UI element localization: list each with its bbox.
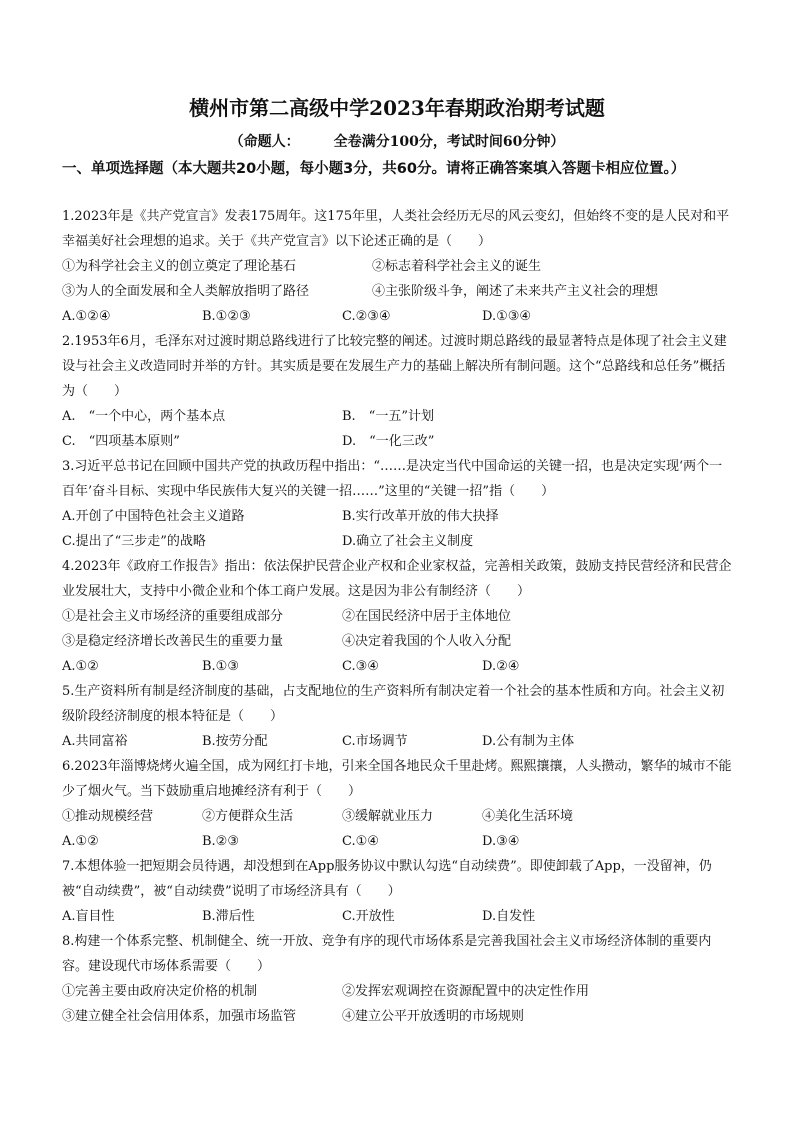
question-6-option-c: C.①④ xyxy=(342,834,379,849)
question-6-item: ③缓解就业压力 xyxy=(342,809,434,824)
question-3-option-a: A.开创了中国特色社会主义道路 xyxy=(62,509,245,524)
question-5-option-c: C.市场调节 xyxy=(342,734,408,749)
question-6-item: ②方便群众生活 xyxy=(202,809,294,824)
question-4-stem: 4.2023年《政府工作报告》指出：依法保护民营企业产权和企业家权益，完善相关政策，鼓励支持民营经济和民营企业发展壮大，支持中小微企业和个体工商户发展。这是因为非公有制经济（ ） xyxy=(62,559,732,599)
question-7-option-b: B.滞后性 xyxy=(202,909,255,924)
question-3-option-c: C.提出了“三步走”的战略 xyxy=(62,534,206,549)
subtitle-score-time: 全卷满分100分，考试时间60分钟） xyxy=(333,134,565,150)
question-2-option-b: B. “一五”计划 xyxy=(342,409,434,424)
question-8-item: ④建立公平开放透明的市场规则 xyxy=(342,1009,525,1024)
question-4-option-d: D.②④ xyxy=(482,659,520,674)
question-5-option-a: A.共同富裕 xyxy=(62,734,128,749)
question-2-stem: 2.1953年6月，毛泽东对过渡时期总路线进行了比较完整的阐述。过渡时期总路线的最显著特点是体现了社会主义建设与社会主义改造同时并举的方针。其实质是要在发展生产力的基础上解决所有制问题。这个“总路线和总任务”概括为（ ） xyxy=(62,334,727,399)
question-2-option-c: C. “四项基本原则” xyxy=(62,434,180,449)
question-8-stem: 8.构建一个体系完整、机制健全、统一开放、竞争有序的现代市场体系是完善我国社会主义市场经济体制的重要内容。建设现代市场体系需要（ ） xyxy=(62,934,712,974)
question-1-option-b: B.①②③ xyxy=(202,309,251,324)
question-7-option-c: C.开放性 xyxy=(342,909,395,924)
question-6-option-a: A.①② xyxy=(62,834,99,849)
question-1-option-d: D.①③④ xyxy=(482,309,532,324)
question-5-stem: 5.生产资料所有制是经济制度的基础，占支配地位的生产资料所有制决定着一个社会的基本性质和方向。社会主义初级阶段经济制度的根本特征是（ ） xyxy=(62,684,725,724)
question-3-option-d: D.确立了社会主义制度 xyxy=(342,534,474,549)
question-4-item: ③是稳定经济增长改善民生的重要力量 xyxy=(62,634,284,649)
question-1-option-a: A.①②④ xyxy=(62,309,111,324)
question-1-item: ①为科学社会主义的创立奠定了理论基石 xyxy=(62,259,297,274)
question-7-option-d: D.自发性 xyxy=(482,909,536,924)
question-5-option-d: D.公有制为主体 xyxy=(482,734,575,749)
question-8-item: ②发挥宏观调控在资源配置中的决定性作用 xyxy=(342,984,590,999)
question-4-option-a: A.①② xyxy=(62,659,99,674)
question-4-item: ④决定着我国的个人收入分配 xyxy=(342,634,512,649)
section-heading: 一、单项选择题（本大题共20小题，每小题3分，共60分。请将正确答案填入答题卡相应位置。） xyxy=(62,161,686,177)
question-8-item: ③建立健全社会信用体系，加强市场监管 xyxy=(62,1009,297,1024)
question-4-item: ①是社会主义市场经济的重要组成部分 xyxy=(62,609,284,624)
question-2-option-d: D. “一化三改” xyxy=(342,434,435,449)
question-6-option-b: B.②③ xyxy=(202,834,239,849)
question-3-option-b: B.实行改革开放的伟大抉择 xyxy=(342,509,499,524)
question-3-stem: 3.习近平总书记在回顾中国共产党的执政历程中指出：“……是决定当代中国命运的关键一招，也是决定实现‘两个一百年’奋斗目标、实现中华民族伟大复兴的关键一招……”这里的“关键一招”指（ ） xyxy=(62,459,723,499)
question-6-stem: 6.2023年淄博烧烤火遍全国，成为网红打卡地，引来全国各地民众千里赴烤。熙熙攘攘，人头攒动，繁华的城市不能少了烟火气。当下鼓励重启地摊经济有利于（ ） xyxy=(62,759,732,799)
question-1-stem: 1.2023年是《共产党宣言》发表175周年。这175年里，人类社会经历无尽的风云变幻，但始终不变的是人民对和平幸福美好社会理想的追求。关于《共产党宣言》以下论述正确的是（ ） xyxy=(62,209,730,249)
question-7-stem: 7.本想体验一把短期会员待遇，却没想到在App服务协议中默认勾选“自动续费”。即使卸载了App，一没留神，仍被“自动续费”，被“自动续费”说明了市场经济具有（ ） xyxy=(62,859,712,899)
question-1-item: ③为人的全面发展和全人类解放指明了路径 xyxy=(62,284,310,299)
exam-title: 横州市第二高级中学2023年春期政治期考试题 xyxy=(189,96,605,120)
question-2-option-a: A. “一个中心，两个基本点 xyxy=(62,409,226,424)
question-1-option-c: C.②③④ xyxy=(342,309,391,324)
question-7-option-a: A.盲目性 xyxy=(62,909,115,924)
question-4-item: ②在国民经济中居于主体地位 xyxy=(342,609,512,624)
question-8-item: ①完善主要由政府决定价格的机制 xyxy=(62,984,258,999)
question-4-option-b: B.①③ xyxy=(202,659,239,674)
exam-subtitle xyxy=(0,132,794,152)
question-1-item: ②标志着科学社会主义的诞生 xyxy=(372,259,542,274)
question-1-item: ④主张阶级斗争，阐述了未来共产主义社会的理想 xyxy=(372,284,659,299)
question-4-option-c: C.③④ xyxy=(342,659,379,674)
question-5-option-b: B.按劳分配 xyxy=(202,734,268,749)
subtitle-author: （命题人： xyxy=(229,134,300,150)
question-6-item: ④美化生活环境 xyxy=(482,809,574,824)
question-6-item: ①推动规模经营 xyxy=(62,809,154,824)
question-6-option-d: D.③④ xyxy=(482,834,520,849)
